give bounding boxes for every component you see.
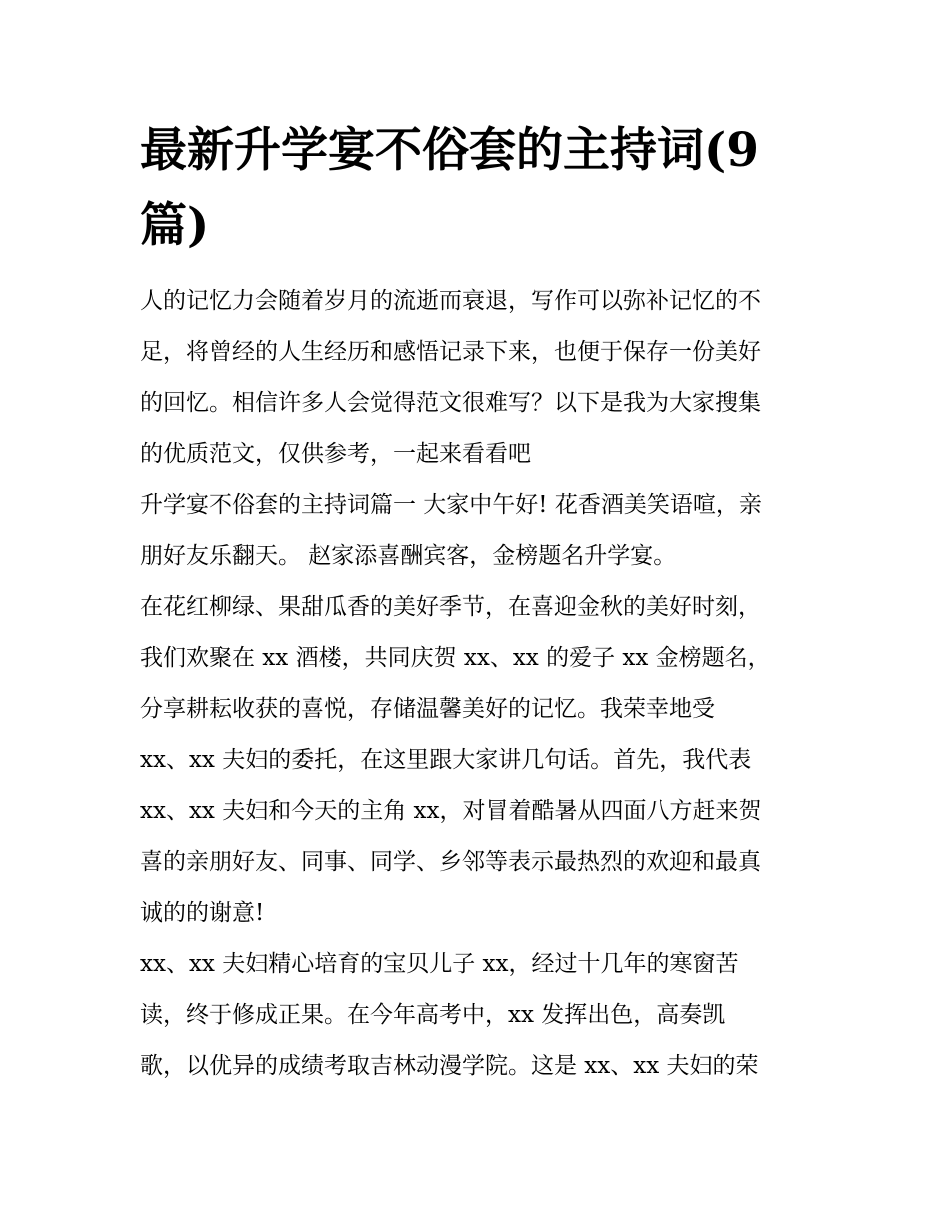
body-line: 的优质范文，仅供参考，一起来看看吧 xyxy=(140,441,531,467)
body-line: 我们欢聚在 xx 酒楼，共同庆贺 xx、xx 的爱子 xx 金榜题名， xyxy=(140,645,771,671)
body-line: 在花红柳绿、果甜瓜香的美好季节，在喜迎金秋的美好时刻， xyxy=(140,594,761,620)
body-line: xx、xx 夫妇精心培育的宝贝儿子 xx，经过十几年的寒窗苦 xyxy=(140,951,739,977)
body-line: 升学宴不俗套的主持词篇一 大家中午好! 花香酒美笑语喧，亲 xyxy=(140,492,762,518)
body-line: 读，终于修成正果。在今年高考中，xx 发挥出色，高奏凯 xyxy=(140,1002,726,1028)
body-line: 人的记忆力会随着岁月的流逝而衰退，写作可以弥补记忆的不 xyxy=(140,288,761,314)
body-line: xx、xx 夫妇和今天的主角 xx，对冒着酷暑从四面八方赶来贺 xyxy=(140,798,762,824)
title-line: 最新升学宴不俗套的主持词(9 xyxy=(140,123,759,178)
document-body xyxy=(140,276,830,1092)
body-line: xx、xx 夫妇的委托，在这里跟大家讲几句话。首先，我代表 xyxy=(140,747,752,773)
document-title xyxy=(140,113,820,263)
title-line: 篇) xyxy=(140,198,210,253)
body-line: 诚的的谢意! xyxy=(140,900,265,926)
body-line: 的回忆。相信许多人会觉得范文很难写？以下是我为大家搜集 xyxy=(140,390,761,416)
body-line: 喜的亲朋好友、同事、同学、乡邻等表示最热烈的欢迎和最真 xyxy=(140,849,761,875)
body-line: 朋好友乐翻天。 赵家添喜酬宾客，金榜题名升学宴。 xyxy=(140,543,677,569)
body-line: 足，将曾经的人生经历和感悟记录下来，也便于保存一份美好 xyxy=(140,339,761,365)
body-line: 歌，以优异的成绩考取吉林动漫学院。这是 xx、xx 夫妇的荣 xyxy=(140,1053,759,1079)
body-line: 分享耕耘收获的喜悦，存储温馨美好的记忆。我荣幸地受 xyxy=(140,696,715,722)
